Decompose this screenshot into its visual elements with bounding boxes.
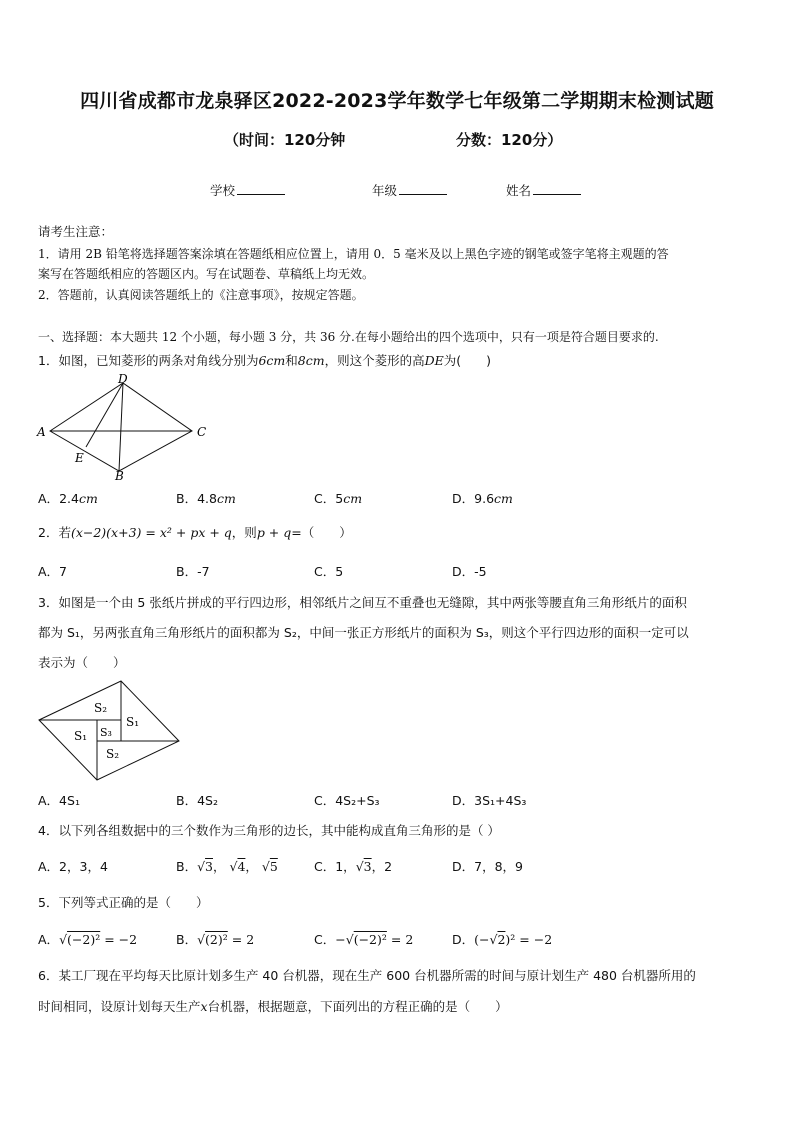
grade-label: 年级 <box>372 183 398 198</box>
q1-option-d-letter: D． <box>452 491 475 506</box>
q6-line-2a: 时间相同，设原计划每天生产 <box>38 999 201 1014</box>
q2-prefix: 2．若 <box>38 525 71 540</box>
diagonal-bd <box>119 383 123 471</box>
q5-option-c-pre: − <box>335 932 346 947</box>
q1-option-d-value: 9.6 <box>474 491 495 506</box>
q3-line-1: 3．如图是一个由 5 张纸片拼成的平行四边形，相邻纸片之间互不重叠也无缝隙，其中两张等腰直角三角形纸片的面积 <box>38 595 687 610</box>
q2-option-c[interactable]: C．5 <box>314 564 344 579</box>
exam-score: 分数：120分） <box>456 131 563 149</box>
q5-option-d-rad: 2 <box>497 932 506 947</box>
q1-de: DE <box>424 353 444 368</box>
q2-option-d[interactable]: D．-5 <box>452 564 487 579</box>
q4-option-c-tail: ，2 <box>371 859 393 874</box>
q1-text-b: 和 <box>285 353 298 368</box>
q1-text-a: 1．如图，已知菱形的两条对角线分别为 <box>38 353 259 368</box>
q5-option-b[interactable]: B．√(2)² = 2 <box>176 932 255 947</box>
q4-option-b-rad-2: 4 <box>237 859 246 874</box>
q5-option-b-tail: = 2 <box>231 932 255 947</box>
q6-line-2b: 台机器，根据题意，下面列出的方程正确的是（ ） <box>207 999 508 1014</box>
q4-text: 4．以下列各组数据中的三个数作为三角形的边长，其中能构成直角三角形的是（ ） <box>38 823 500 838</box>
q5-option-a-letter: A． <box>38 932 60 947</box>
parallelogram-figure <box>34 678 184 784</box>
q2-expression: (x−2)(x+3) = x² + px + q <box>70 525 232 540</box>
page-title: 四川省成都市龙泉驿区2022-2023学年数学七年级第二学期期末检测试题 <box>80 90 714 112</box>
q6-variable-x: x <box>200 999 208 1014</box>
notice-line-1: 1．请用 2B 铅笔将选择题答案涂填在答题纸相应位置上，请用 0．5 毫米及以上黑色字迹的钢笔或签字笔将主观题的答 <box>38 247 669 261</box>
q5-option-a[interactable]: A．√(−2)² = −2 <box>38 932 138 947</box>
q2-option-b[interactable]: B．-7 <box>176 564 210 579</box>
q1-option-b[interactable] <box>176 489 236 507</box>
name-field <box>506 181 581 199</box>
q5-option-d-letter: D． <box>452 932 475 947</box>
label-s2-bottom: S₂ <box>106 747 120 761</box>
q5-option-b-rad: (2)² <box>205 932 228 947</box>
school-field <box>210 181 285 199</box>
q1-option-c-letter: C． <box>314 491 336 506</box>
q5-option-a-tail: = −2 <box>104 932 138 947</box>
q1-option-c[interactable] <box>314 489 362 507</box>
q1-option-d[interactable] <box>452 489 513 507</box>
name-label: 姓名 <box>506 183 532 198</box>
q1-option-a[interactable] <box>38 489 98 507</box>
q3-option-a[interactable]: A．4S₁ <box>38 793 80 808</box>
exam-time: （时间：120分钟 <box>224 131 346 149</box>
q1-option-b-value: 4.8 <box>197 491 217 506</box>
label-c: C <box>197 425 207 439</box>
notice-line-1b: 案写在答题纸相应的答题区内。写在试题卷、草稿纸上均无效。 <box>38 267 375 281</box>
label-b: B <box>115 469 124 483</box>
q3-option-c[interactable]: C．4S₂+S₃ <box>314 793 380 808</box>
q4-option-a[interactable]: A．2，3，4 <box>38 859 108 874</box>
q5-text: 5．下列等式正确的是（ ） <box>38 895 209 910</box>
q5-option-d-tail: )² = −2 <box>505 932 553 947</box>
q2-text <box>38 522 352 544</box>
q4-option-d[interactable]: D．7，8，9 <box>452 859 523 874</box>
q1-option-b-letter: B． <box>176 491 198 506</box>
q2-mid: ，则 <box>231 525 257 540</box>
q1-option-d-unit: cm <box>494 491 513 506</box>
q2-expression-2: p + q <box>256 525 292 540</box>
q5-option-c[interactable]: C．−√(−2)² = 2 <box>314 932 414 947</box>
label-s2-top: S₂ <box>94 701 108 715</box>
q1-option-a-letter: A． <box>38 491 60 506</box>
q4-option-b-letter: B． <box>176 859 198 874</box>
school-blank <box>237 182 285 195</box>
q4-option-b[interactable]: B．√3， √4， √5 <box>176 859 278 874</box>
label-s3: S₃ <box>100 726 112 739</box>
label-s1-right: S₁ <box>126 715 140 729</box>
label-s1-left: S₁ <box>74 729 88 743</box>
label-a: A <box>37 425 46 439</box>
q6-line-1: 6．某工厂现在平均每天比原计划多生产 40 台机器，现在生产 600 台机器所需的时间与原计划生产 480 台机器所用的 <box>38 968 696 983</box>
notice-heading: 请考生注意： <box>38 224 114 239</box>
section-heading: 一、选择题：本大题共 12 个小题，每小题 3 分，共 36 分.在每小题给出的四个选项中，只有一项是符合题目要求的. <box>38 330 659 344</box>
q4-option-b-rad-3: 5 <box>269 859 278 874</box>
q5-option-c-rad: (−2)² <box>353 932 387 947</box>
label-d: D <box>118 372 128 386</box>
q1-option-b-unit: cm <box>216 491 236 506</box>
q5-option-d-pre: (− <box>474 932 490 947</box>
q6-line-2 <box>38 996 508 1018</box>
q5-option-c-letter: C． <box>314 932 336 947</box>
q5-option-b-letter: B． <box>176 932 198 947</box>
grade-blank <box>399 182 447 195</box>
q1-option-c-unit: cm <box>343 491 363 506</box>
q3-line-2: 都为 S₁，另两张直角三角形纸片的面积都为 S₂，中间一张正方形纸片的面积为 S₃，则这个平行四边形的面积一定可以 <box>38 625 689 640</box>
q2-suffix: =（ ） <box>291 525 352 540</box>
q1-option-a-unit: cm <box>78 491 98 506</box>
grade-field <box>372 181 447 199</box>
notice-line-2: 2．答题前，认真阅读答题纸上的《注意事项》，按规定答题。 <box>38 288 364 302</box>
school-label: 学校 <box>210 183 236 198</box>
name-blank <box>533 182 581 195</box>
q1-option-a-value: 2.4 <box>59 491 79 506</box>
q5-option-a-rad: (−2)² <box>67 932 101 947</box>
q4-option-c[interactable]: C．1，√3，2 <box>314 859 393 874</box>
q1-text <box>38 350 491 372</box>
rhombus-figure <box>30 372 220 484</box>
q3-option-d[interactable]: D．3S₁+4S₃ <box>452 793 527 808</box>
q1-diag1: 6cm <box>258 353 286 368</box>
q3-option-b[interactable]: B．4S₂ <box>176 793 218 808</box>
q1-text-d: 为( ) <box>443 353 492 368</box>
q4-option-b-rad-1: 3 <box>205 859 213 874</box>
q3-line-3: 表示为（ ） <box>38 655 126 670</box>
q4-option-c-rad: 3 <box>363 859 372 874</box>
q1-diag2: 8cm <box>297 353 325 368</box>
q1-option-c-value: 5 <box>335 491 344 506</box>
q1-text-c: ，则这个菱形的高 <box>324 353 425 368</box>
height-de <box>86 383 123 447</box>
label-e: E <box>75 451 84 465</box>
q5-option-c-tail: = 2 <box>390 932 414 947</box>
q5-option-d[interactable]: D．(−√2)² = −2 <box>452 932 553 947</box>
q2-option-a[interactable]: A．7 <box>38 564 68 579</box>
q4-option-c-letter: C．1， <box>314 859 356 874</box>
